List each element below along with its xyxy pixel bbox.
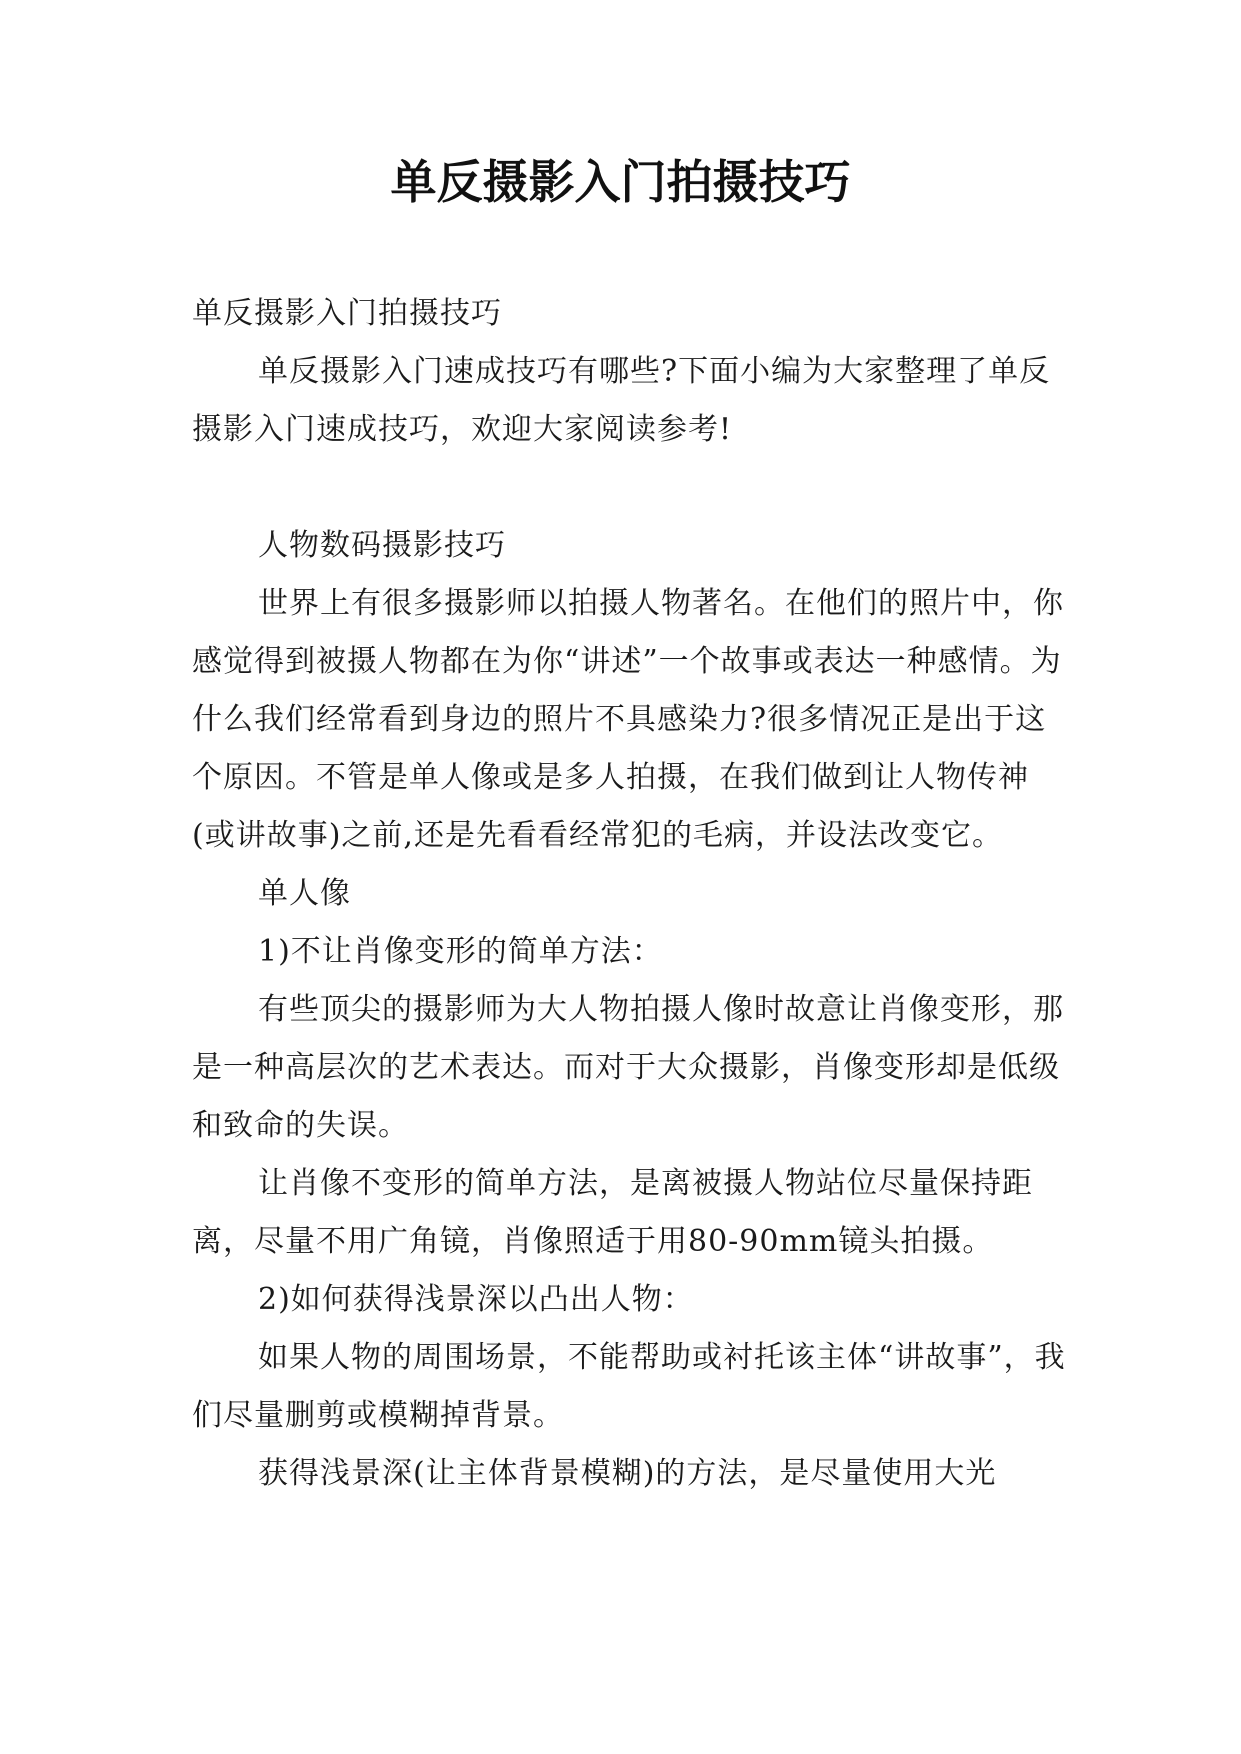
subsection-heading: 单人像 xyxy=(258,876,351,911)
subtitle-paragraph: 单反摄影入门拍摄技巧 xyxy=(192,296,502,331)
intro-paragraph: 单反摄影入门速成技巧有哪些?下面小编为大家整理了单反摄影入门速成技巧，欢迎大家阅读参考! xyxy=(192,354,1051,447)
body-paragraph: 有些顶尖的摄影师为大人物拍摄人像时故意让肖像变形，那是一种高层次的艺术表达。而对于大众摄影，肖像变形却是低级和致命的失误。 xyxy=(192,992,1064,1143)
body-paragraph: 获得浅景深(让主体背景模糊)的方法，是尽量使用大光 xyxy=(258,1456,997,1491)
document-body xyxy=(192,285,1072,1503)
body-paragraph: 世界上有很多摄影师以拍摄人物著名。在他们的照片中，你感觉得到被摄人物都在为你“讲述”一个故事或表达一种感情。为什么我们经常看到身边的照片不具感染力?很多情况正是出于这个原因。不管是单人像或是多人拍摄，在我们做到让人物传神(或讲故事)之前,还是先看看经常犯的毛病，并设法改变它。 xyxy=(192,586,1064,853)
document-title: 单反摄影入门拍摄技巧 xyxy=(390,155,851,209)
body-paragraph: 让肖像不变形的简单方法，是离被摄人物站位尽量保持距离，尽量不用广角镜，肖像照适于用80-90mm镜头拍摄。 xyxy=(192,1166,1033,1259)
paragraph-spacer xyxy=(192,459,1072,517)
body-paragraph: 如果人物的周围场景，不能帮助或衬托该主体“讲故事”，我们尽量删剪或模糊掉背景。 xyxy=(192,1340,1066,1433)
numbered-heading: 2)如何获得浅景深以凸出人物： xyxy=(258,1282,694,1317)
numbered-heading: 1)不让肖像变形的简单方法： xyxy=(258,934,663,969)
section-heading: 人物数码摄影技巧 xyxy=(258,528,506,563)
